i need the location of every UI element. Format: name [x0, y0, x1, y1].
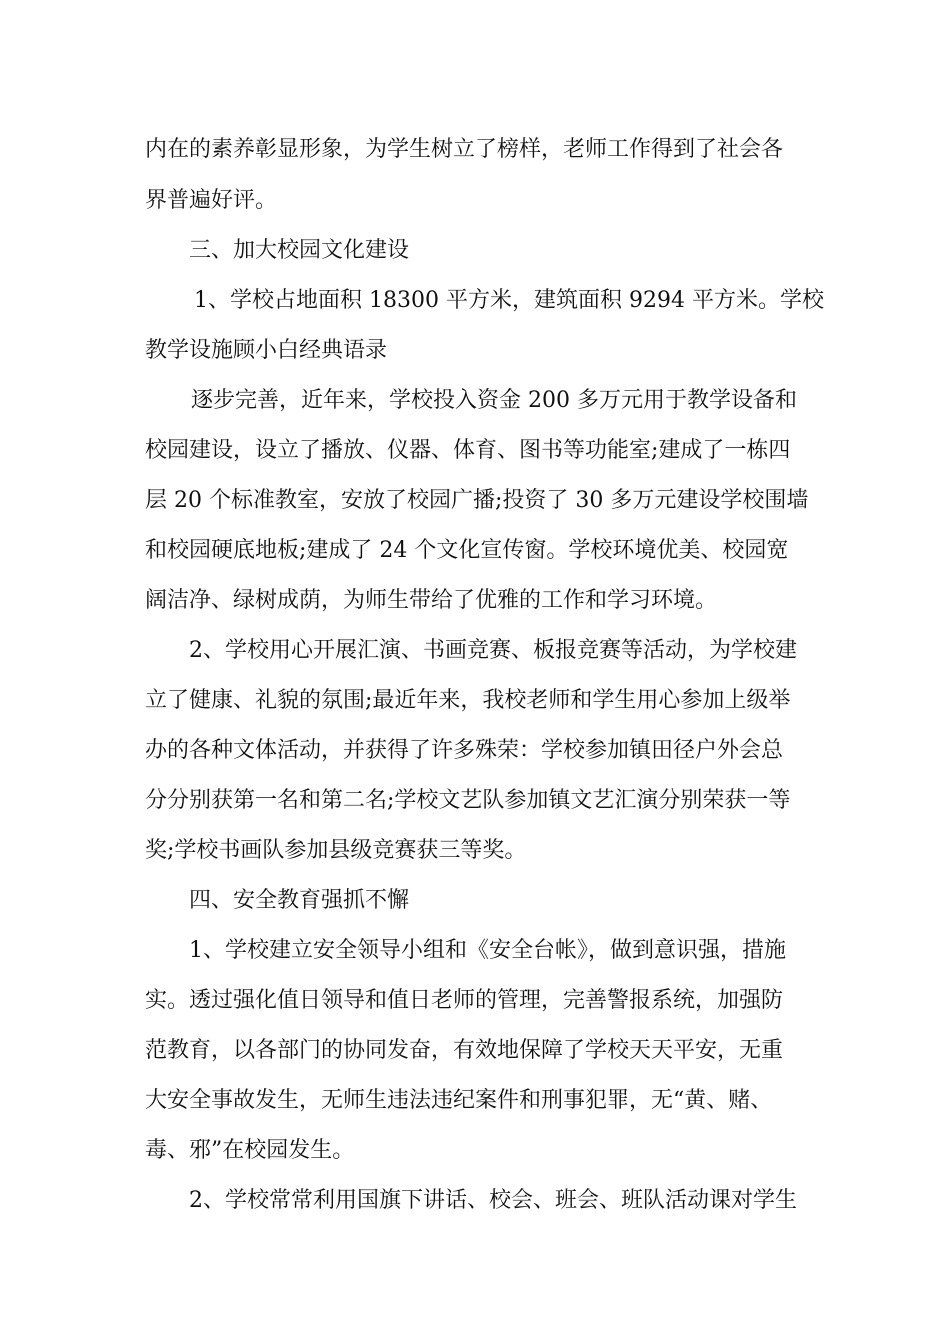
text-line: 1、学校建立安全领导小组和《安全台帐》，做到意识强，措施 [189, 938, 786, 963]
text-line: 教学设施顾小白经典语录 [145, 338, 388, 363]
text-line: 2、学校用心开展汇演、书画竞赛、板报竞赛等活动，为学校建 [189, 638, 797, 663]
text-line: 范教育，以各部门的协同发奋，有效地保障了学校天天平安，无重 [145, 1038, 784, 1063]
text-line: 办的各种文体活动，并获得了许多殊荣：学校参加镇田径户外会总 [145, 738, 784, 763]
text-line: 内在的素养彰显形象，为学生树立了榜样，老师工作得到了社会各 [145, 137, 784, 162]
text-line: 2、学校常常利用国旗下讲话、校会、班会、班队活动课对学生 [189, 1188, 797, 1213]
text-line: 奖;学校书画队参加县级竞赛获三等奖。 [145, 838, 527, 863]
section-heading: 四、安全教育强抓不懈 [189, 888, 410, 913]
text-line: 校园建设，设立了播放、仪器、体育、图书等功能室;建成了一栋四 [145, 438, 791, 463]
text-line: 1、学校占地面积 18300 平方米，建筑面积 9294 平方米。学校 [194, 288, 824, 313]
text-line: 逐步完善，近年来，学校投入资金 200 多万元用于教学设备和 [191, 388, 797, 413]
text-line: 界普遍好评。 [145, 188, 278, 213]
section-heading: 三、加大校园文化建设 [189, 238, 410, 263]
text-line: 阔洁净、绿树成荫，为师生带给了优雅的工作和学习环境。 [145, 588, 718, 613]
text-line: 实。透过强化值日领导和值日老师的管理，完善警报系统，加强防 [145, 988, 784, 1013]
text-line: 立了健康、礼貌的氛围;最近年来，我校老师和学生用心参加上级举 [145, 688, 791, 713]
text-line: 和校园硬底地板;建成了 24 个文化宣传窗。学校环境优美、校园宽 [145, 538, 789, 563]
text-line: 分分别获第一名和第二名;学校文艺队参加镇文艺汇演分别荣获一等 [145, 788, 791, 813]
text-line: 层 20 个标准教室，安放了校园广播;投资了 30 多万元建设学校围墙 [145, 488, 809, 513]
text-line: 大安全事故发生，无师生违法违纪案件和刑事犯罪，无“黄、赌、 [145, 1088, 773, 1113]
text-line: 毒、邪”在校园发生。 [145, 1138, 355, 1163]
